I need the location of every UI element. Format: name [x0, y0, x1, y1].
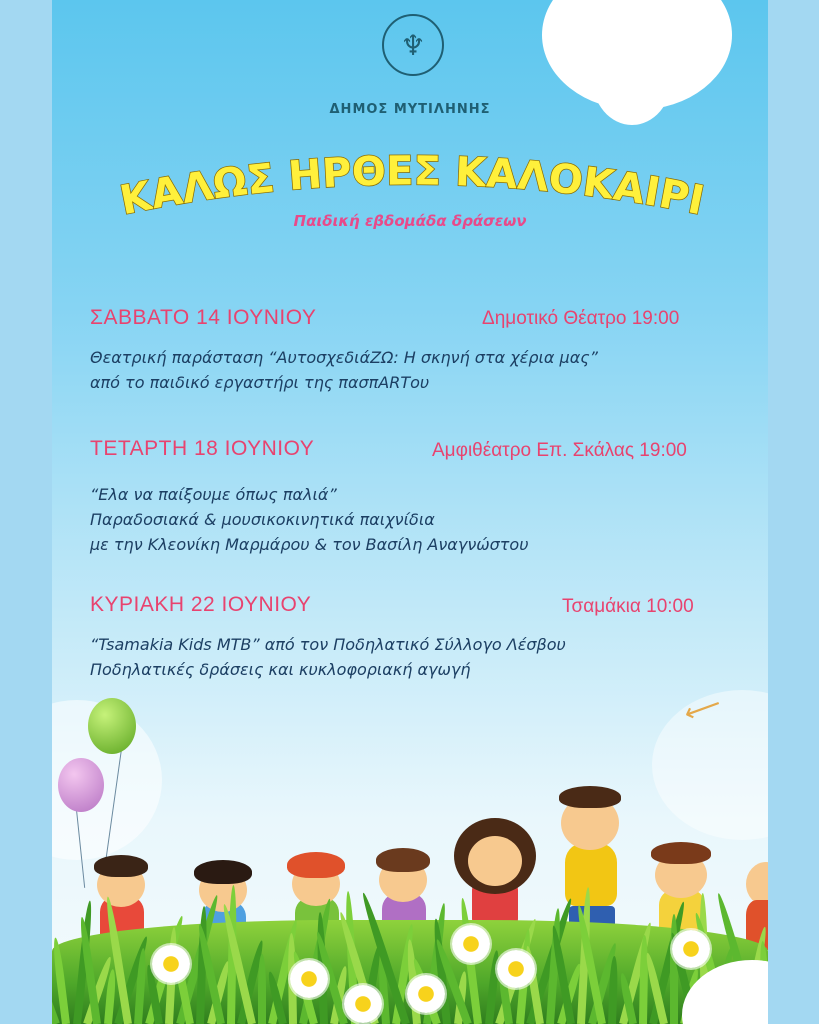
event-3-place: Τσαμάκια 10:00: [562, 596, 694, 617]
event-3-line-1: “Tsamakia Kids MTB” από τον Ποδηλατικό Σύλλογο Λέσβου: [90, 635, 566, 654]
event-3-day: ΚΥΡΙΑΚΗ 22 ΙΟΥΝΙΟΥ: [90, 593, 312, 616]
daisy-icon: [672, 930, 710, 968]
event-1-line-2: από το παιδικό εργαστήρι της πασπARTου: [90, 373, 430, 392]
event-2-place: Αμφιθέατρο Επ. Σκάλας 19:00: [432, 440, 687, 461]
event-3-description: [90, 632, 566, 682]
event-2-day: ΤΕΤΑΡΤΗ 18 ΙΟΥΝΙΟΥ: [90, 437, 315, 460]
event-3-line-2: Ποδηλατικές δράσεις και κυκλοφοριακή αγωγή: [90, 660, 471, 679]
daisy-icon: [452, 925, 490, 963]
daisy-icon: [497, 950, 535, 988]
poster: [52, 0, 768, 1024]
event-1-day: ΣΑΒΒΑΤΟ 14 ΙΟΥΝΙΟΥ: [90, 306, 317, 329]
event-1-description: [90, 345, 598, 395]
green-balloon-icon: [88, 698, 136, 754]
daisy-icon: [152, 945, 190, 983]
event-2-line-2: Παραδοσιακά & μουσικοκινητικά παιχνίδια: [90, 510, 435, 529]
daisy-icon: [407, 975, 445, 1013]
lyre-icon: ♆: [400, 28, 426, 62]
event-2-line-3: με την Κλεονίκη Μαρμάρου & τον Βασίλη Αναγνώστου: [90, 535, 529, 554]
event-1-place: Δημοτικό Θέατρο 19:00: [482, 308, 680, 329]
subtitle: Παιδική εβδομάδα δράσεων: [293, 212, 527, 230]
purple-balloon-icon: [58, 758, 104, 812]
event-2-description: [90, 482, 528, 557]
grass-blade: [639, 935, 649, 1024]
event-1-line-1: Θεατρική παράσταση “ΑυτοσχεδιάΖΩ: Η σκηνή στα χέρια μας”: [90, 348, 598, 367]
main-title-text: ΚΑΛΩΣ ΗΡΘΕΣ ΚΑΛΟΚΑΙΡΙ: [116, 148, 708, 225]
grass-blade: [258, 954, 266, 1024]
main-title: [92, 132, 732, 252]
municipality-name: ΔΗΜΟΣ ΜΥΤΙΛΗΝΗΣ: [329, 102, 491, 117]
municipality-logo: [382, 14, 444, 76]
daisy-icon: [344, 985, 382, 1023]
event-2-line-1: “Ελα να παίξουμε όπως παλιά”: [90, 485, 337, 504]
daisy-icon: [290, 960, 328, 998]
swirl-arrow-icon: ⟵: [679, 688, 726, 730]
